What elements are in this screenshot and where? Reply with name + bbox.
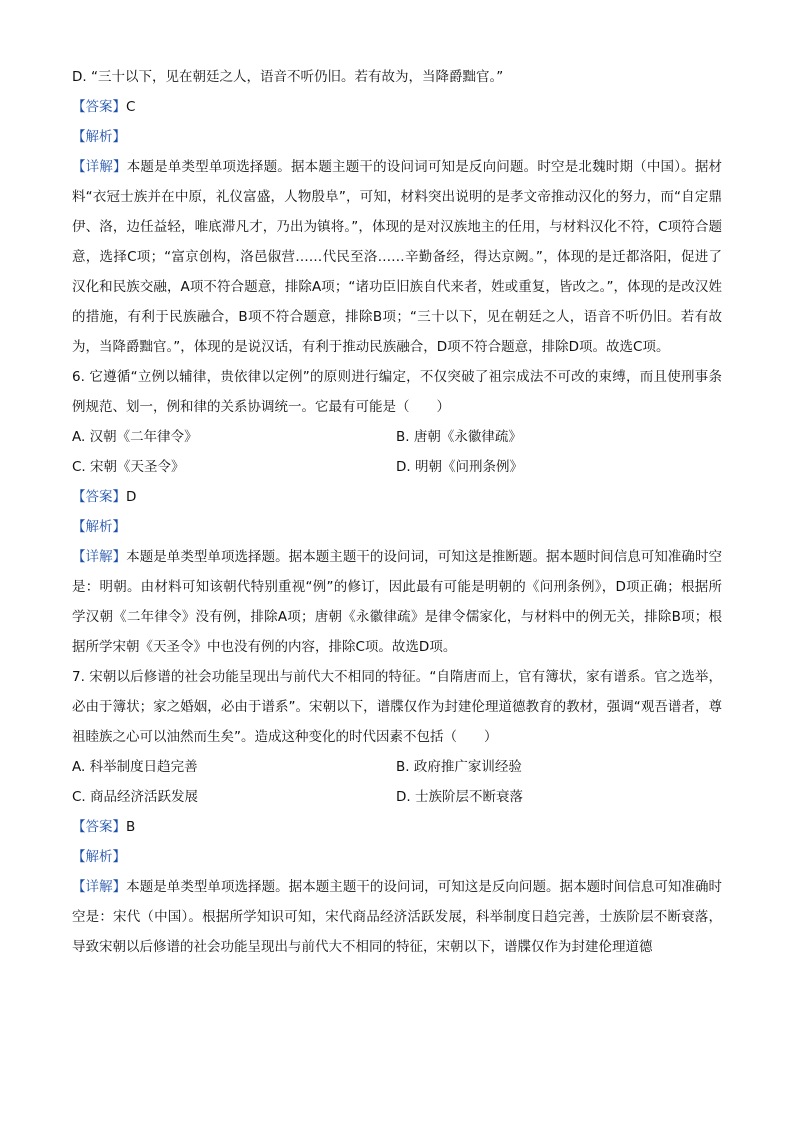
answer-q5 xyxy=(72,92,722,122)
analysis-heading-q7 xyxy=(72,842,722,872)
analysis-tag: 【解析】 xyxy=(72,519,126,535)
answer-q7 xyxy=(72,812,722,842)
option-b: B. 政府推广家训经验 xyxy=(396,759,522,775)
analysis-heading-q5 xyxy=(72,122,722,152)
answer-value: D xyxy=(126,489,137,505)
option-c: C. 宋朝《天圣令》 xyxy=(72,459,185,475)
question-7-stem: 7. 宋朝以后修谱的社会功能呈现出与前代大不相同的特征。“自隋唐而上，官有簿状，家有谱系。官之选举，必由于簿状；家之婚姻，必由于谱系”。宋朝以下，谱牒仅作为封建伦理道德教育的教材，强调“观吾谱者，尊祖睦族之心可以油然而生矣”。造成这种变化的时代因素不包括（ ） xyxy=(72,669,722,745)
detail-text: 本题是单类型单项选择题。据本题主题干的设问词，可知这是反向问题。据本题时间信息可知准确时空是：宋代（中国）。根据所学知识可知，宋代商品经济活跃发展，科举制度日趋完善，士族阶层不断衰落，导致宋朝以后修谱的社会功能呈现出与前代大不相同的特征，宋朝以下，谱牒仅作为封建伦理道德 xyxy=(72,879,723,955)
answer-tag: 【答案】 xyxy=(72,489,126,505)
analysis-heading-q6 xyxy=(72,512,722,542)
detail-tag: 【详解】 xyxy=(72,879,127,895)
answer-value: B xyxy=(126,819,136,835)
option-d: D. 士族阶层不断衰落 xyxy=(396,789,523,805)
detail-text: 本题是单类型单项选择题。据本题主题干的设问词，可知这是推断题。据本题时间信息可知准确时空是：明朝。由材料可知该朝代特别重视“例”的修订，因此最有可能是明朝的《问刑条例》，D项正确；根据所学汉朝《二年律令》没有例，排除A项；唐朝《永徽律疏》是律令儒家化，与材料中的例无关，排除B项；根据所学宋朝《天圣令》中也没有例的内容，排除C项。故选D项。 xyxy=(72,549,723,655)
analysis-tag: 【解析】 xyxy=(72,849,126,865)
explanation-q5 xyxy=(72,152,722,362)
question-6-stem: 6. 它遵循“立例以辅律，贵依律以定例”的原则进行编定，不仅突破了祖宗成法不可改的束缚，而且使刑事条例规范、划一，例和律的关系协调统一。它最有可能是（ ） xyxy=(72,369,722,415)
option-a: A. 科举制度日趋完善 xyxy=(72,759,198,775)
answer-q6 xyxy=(72,482,722,512)
detail-tag: 【详解】 xyxy=(72,159,127,175)
question-6-options xyxy=(72,422,722,482)
detail-text: 本题是单类型单项选择题。据本题主题干的设问词可知是反向问题。时空是北魏时期（中国）。据材料“衣冠士族并在中原，礼仪富盛，人物殷阜”，可知，材料突出说明的是孝文帝推动汉化的努力，而“自定鼎伊、洛，边任益轻，唯底滞凡才，乃出为镇将。”，体现的是对汉族地主的任用，与材料汉化不符，C项符合题意，选择C项；“富京创构，洛邑俶营……代民至洛……辛勤备经，得达京阙。”，体现的是迁都洛阳，促进了汉化和民族交融，A项不符合题意，排除A项；“诸功臣旧族自代来者，姓或重复，皆改之。”，体现的是改汉姓的措施，有利于民族融合，B项不符合题意，排除B项；“三十以下，见在朝廷之人，语音不听仍旧。若有故为，当降爵黜官。”，体现的是说汉话，有利于推动民族融合，D项不符合题意，排除D项。故选C项。 xyxy=(72,159,723,355)
option-d: D. 明朝《问刑条例》 xyxy=(396,459,523,475)
option-d-q5: D. “三十以下，见在朝廷之人，语音不听仍旧。若有故为，当降爵黜官。” xyxy=(72,69,504,85)
explanation-q7 xyxy=(72,872,722,962)
question-7-options xyxy=(72,752,722,812)
explanation-q6 xyxy=(72,542,722,662)
detail-tag: 【详解】 xyxy=(72,549,127,565)
option-a: A. 汉朝《二年律令》 xyxy=(72,429,198,445)
option-c: C. 商品经济活跃发展 xyxy=(72,789,199,805)
option-b: B. 唐朝《永徽律疏》 xyxy=(396,429,522,445)
answer-value: C xyxy=(126,99,136,115)
answer-tag: 【答案】 xyxy=(72,819,126,835)
answer-tag: 【答案】 xyxy=(72,99,126,115)
analysis-tag: 【解析】 xyxy=(72,129,126,145)
